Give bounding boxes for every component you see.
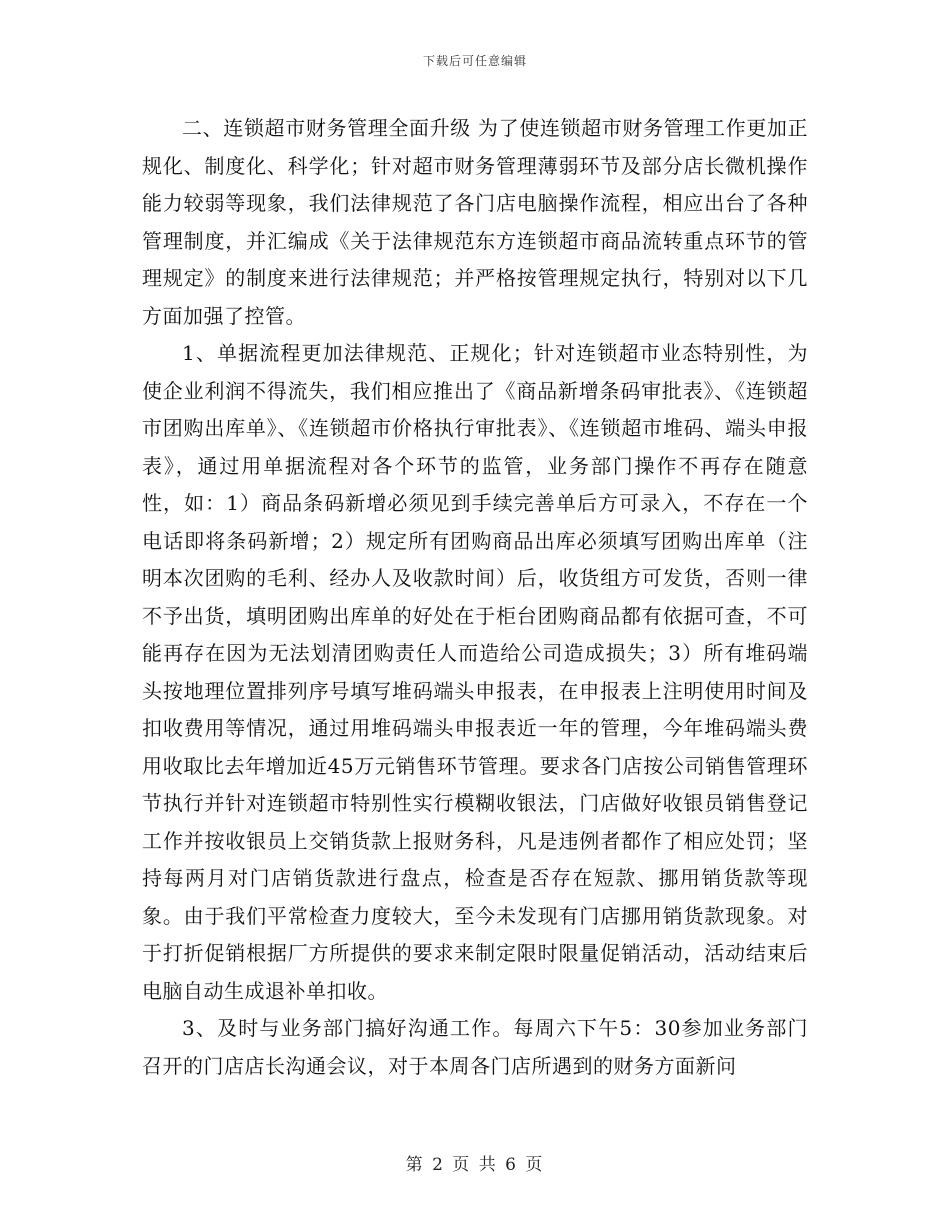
paragraph-item-1: 1、单据流程更加法律规范、正规化；针对连锁超市业态特别性，为使企业利润不得流失，我们相应推出了《商品新增条码审批表》、《连锁超市团购出库单》、《连锁超市价格执行审批表》、《连锁超市堆码、端头申报表》，通过用单据流程对各个环节的监管，业务部门操作不再存在随意性，如：1）商品条码新增必须见到手续完善单后方可录入，不存在一个电话即将条码新增；2）规定所有团购商品出库必须填写团购出库单（注明本次团购的毛利、经办人及收款时间）后，收货组方可发货，否则一律不予出货，填明团购出库单的好处在于柜台团购商品都有依据可查，不可能再存在因为无法划清团购责任人而造给公司造成损失；3）所有堆码端头按地理位置排列序号填写堆码端头申报表，在申报表上注明使用时间及扣收费用等情况，通过用堆码端头申报表近一年的管理，今年堆码端头费用收取比去年增加近45万元销售环节管理。要求各门店按公司销售管理环节执行并针对连锁超市特别性实行模糊收银法，门店做好收银员销售登记工作并按收银员上交销货款上报财务科，凡是违例者都作了相应处罚；坚持每两月对门店销货款进行盘点，检查是否存在短款、挪用销货款等现象。由于我们平常检查力度较大，至今未发现有门店挪用销货款现象。对于打折促销根据厂方所提供的要求来制定限时限量促销活动，活动结束后电脑自动生成退补单扣收。 <box>142 341 808 1003</box>
page-number: 第 2 页 共 6 页 <box>405 1155 545 1175</box>
document-body <box>142 110 808 1085</box>
paragraph-item-3: 3、及时与业务部门搞好沟通工作。每周六下午5：30参加业务部门召开的门店店长沟通会议，对于本周各门店所遇到的财务方面新问 <box>142 1016 808 1078</box>
page-header-note: 下载后可任意编辑 <box>422 54 527 68</box>
paragraph-section-2: 二、连锁超市财务管理全面升级 为了使连锁超市财务管理工作更加正规化、制度化、科学化；针对超市财务管理薄弱环节及部分店长微机操作能力较弱等现象，我们法律规范了各门店电脑操作流程，相应出台了各种管理制度，并汇编成《关于法律规范东方连锁超市商品流转重点环节的管理规定》的制度来进行法律规范；并严格按管理规定执行，特别对以下几方面加强了控管。 <box>142 116 808 328</box>
